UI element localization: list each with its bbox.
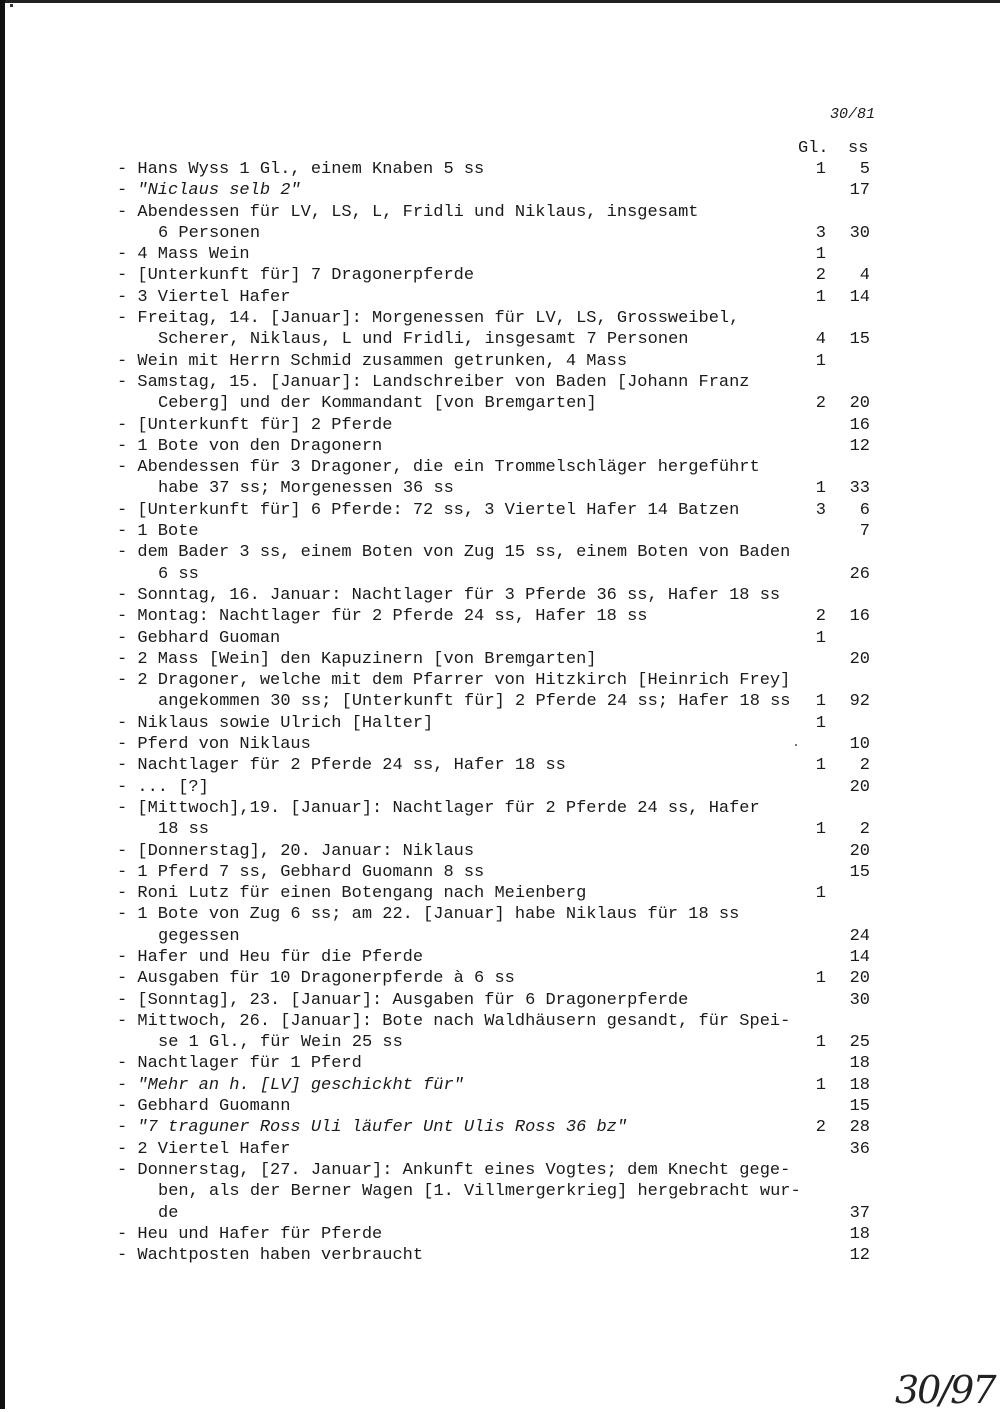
ledger-row: [0, 819, 1000, 840]
entry-schilling: 24: [849, 926, 870, 946]
entry-schilling: 30: [849, 223, 870, 243]
ledger-row: [0, 734, 1000, 755]
entry-gulden: 1: [815, 884, 826, 904]
entry-schilling: 16: [849, 415, 870, 435]
ledger-row: [0, 308, 1000, 329]
page-number: 30/81: [830, 106, 876, 123]
entry-text: - 2 Dragoner, welche mit dem Pfarrer von Hitzkirch [Heinrich Frey]: [117, 671, 791, 691]
ledger-row: [0, 841, 1000, 862]
entry-gulden: 1: [815, 1033, 826, 1053]
entry-text: - [Unterkunft für] 7 Dragonerpferde: [117, 266, 475, 286]
entry-text: - dem Bader 3 ss, einem Boten von Zug 15 ss, einem Boten von Baden: [117, 543, 791, 563]
stray-dot: [795, 744, 797, 746]
ledger-row: [0, 351, 1000, 372]
entry-text: - Nachtlager für 1 Pferd: [117, 1054, 362, 1074]
ledger-row: [0, 883, 1000, 904]
ledger-row: [0, 1075, 1000, 1096]
ledger-row: [0, 1032, 1000, 1053]
entry-text: - 4 Mass Wein: [117, 245, 250, 265]
entry-text: - Mittwoch, 26. [Januar]: Bote nach Waldhäusern gesandt, für Spei-: [117, 1011, 791, 1031]
entry-schilling: 18: [849, 1054, 870, 1074]
entry-text: - 3 Viertel Hafer: [117, 287, 291, 307]
entry-schilling: 16: [849, 607, 870, 627]
ledger-row: [0, 990, 1000, 1011]
entry-text: - [Mittwoch],19. [Januar]: Nachtlager für 2 Pferde 24 ss, Hafer: [117, 798, 760, 818]
entry-text: - [Sonntag], 23. [Januar]: Ausgaben für 6 Dragonerpferde: [117, 990, 689, 1010]
ledger-row: [0, 1117, 1000, 1138]
entry-gulden: 1: [815, 969, 826, 989]
ledger-row: [0, 521, 1000, 542]
entry-text: - [Unterkunft für] 6 Pferde: 72 ss, 3 Viertel Hafer 14 Batzen: [117, 500, 740, 520]
entry-gulden: 1: [815, 820, 826, 840]
entry-gulden: 1: [815, 287, 826, 307]
ledger-row: [0, 202, 1000, 223]
entry-schilling: 18: [849, 1224, 870, 1244]
ledger-row: [0, 415, 1000, 436]
entry-schilling: 12: [849, 1246, 870, 1266]
entry-text: - Freitag, 14. [Januar]: Morgenessen für LV, LS, Grossweibel,: [117, 309, 740, 329]
entry-text: - Niklaus sowie Ulrich [Halter]: [117, 713, 434, 733]
entry-gulden: 1: [815, 160, 826, 179]
ledger-row: [0, 670, 1000, 691]
entry-schilling: 18: [849, 1075, 870, 1095]
entry-schilling: 20: [849, 649, 870, 669]
entry-schilling: 2: [859, 756, 870, 776]
ledger-row: [0, 628, 1000, 649]
entry-text: - Hans Wyss 1 Gl., einem Knaben 5 ss: [117, 160, 485, 179]
entry-text: 6 ss: [158, 564, 199, 584]
ledger-row: [0, 500, 1000, 521]
entry-text: - [Unterkunft für] 2 Pferde: [117, 415, 393, 435]
scan-speck: [10, 4, 13, 7]
ledger-row: [0, 159, 1000, 180]
entry-gulden: 2: [815, 266, 826, 286]
entry-schilling: 30: [849, 990, 870, 1010]
entry-text: - Wein mit Herrn Schmid zusammen getrunken, 4 Mass: [117, 351, 628, 371]
entry-schilling: 14: [849, 947, 870, 967]
entry-schilling: 20: [849, 969, 870, 989]
ledger-row: [0, 947, 1000, 968]
entry-gulden: 1: [815, 351, 826, 371]
entry-gulden: 1: [815, 756, 826, 776]
entry-schilling: 15: [849, 862, 870, 882]
entry-text: Ceberg] und der Kommandant [von Bremgarten]: [158, 394, 597, 414]
entry-text: angekommen 30 ss; [Unterkunft für] 2 Pferde 24 ss; Hafer 18 ss: [158, 692, 791, 712]
ledger-row: [0, 1011, 1000, 1032]
entry-text: - "Mehr an h. [LV] geschickht für": [117, 1075, 464, 1095]
entry-text: - Nachtlager für 2 Pferde 24 ss, Hafer 18 ss: [117, 756, 566, 776]
entry-text: - Roni Lutz für einen Botengang nach Meienberg: [117, 884, 587, 904]
entry-text: - 1 Bote von den Dragonern: [117, 436, 383, 456]
ledger-row: [0, 904, 1000, 925]
entry-text: - ... [?]: [117, 777, 209, 797]
entry-text: gegessen: [158, 926, 240, 946]
entry-text: 18 ss: [158, 820, 210, 840]
entry-text: - "7 traguner Ross Uli läufer Unt Ulis Ross 36 bz": [117, 1118, 628, 1138]
ledger-row: [0, 393, 1000, 414]
ledger-row: [0, 862, 1000, 883]
entry-text: Scherer, Niklaus, L und Fridli, insgesamt 7 Personen: [158, 330, 689, 350]
ledger-row: [0, 755, 1000, 776]
ledger-row: [0, 180, 1000, 201]
entry-schilling: 10: [849, 735, 870, 755]
entry-text: - Abendessen für 3 Dragoner, die ein Trommelschläger hergeführt: [117, 458, 760, 478]
ledger-row: [0, 564, 1000, 585]
column-header-gl: Gl.: [798, 139, 829, 158]
column-header-ss: ss: [848, 139, 869, 158]
entry-schilling: 20: [849, 841, 870, 861]
entry-text: 6 Personen: [158, 223, 261, 243]
entry-text: - Abendessen für LV, LS, L, Fridli und Niklaus, insgesamt: [117, 202, 699, 222]
entry-text: - "Niclaus selb 2": [117, 181, 301, 201]
ledger-row: [0, 798, 1000, 819]
entry-schilling: 5: [859, 160, 870, 179]
entry-text: - Ausgaben für 10 Dragonerpferde à 6 ss: [117, 969, 515, 989]
entry-gulden: 2: [815, 1118, 826, 1138]
entry-schilling: 12: [849, 436, 870, 456]
entry-gulden: 1: [815, 1075, 826, 1095]
ledger-row: [0, 436, 1000, 457]
ledger-row: [0, 777, 1000, 798]
entry-gulden: 1: [815, 713, 826, 733]
ledger-row: [0, 287, 1000, 308]
entry-schilling: 33: [849, 479, 870, 499]
entry-text: - Gebhard Guomann: [117, 1097, 291, 1117]
entry-schilling: 26: [849, 564, 870, 584]
ledger-row: [0, 457, 1000, 478]
entry-schilling: 7: [859, 522, 870, 542]
ledger-row: [0, 1224, 1000, 1245]
entry-text: se 1 Gl., für Wein 25 ss: [158, 1033, 403, 1053]
entry-schilling: 36: [849, 1139, 870, 1159]
ledger-row: [0, 1053, 1000, 1074]
entry-schilling: 25: [849, 1033, 870, 1053]
ledger-row: [0, 478, 1000, 499]
entry-text: habe 37 ss; Morgenessen 36 ss: [158, 479, 454, 499]
entry-text: de: [158, 1203, 179, 1223]
ledger-row: [0, 1203, 1000, 1224]
entry-schilling: 20: [849, 777, 870, 797]
entry-schilling: 2: [859, 820, 870, 840]
entry-gulden: 3: [815, 500, 826, 520]
entry-gulden: 1: [815, 479, 826, 499]
ledger-row: [0, 691, 1000, 712]
entry-schilling: 6: [859, 500, 870, 520]
entry-text: ben, als der Berner Wagen [1. Villmergerkrieg] hergebracht wur-: [158, 1182, 801, 1202]
ledger-row: [0, 244, 1000, 265]
ledger-row: [0, 1160, 1000, 1181]
entry-text: - Samstag, 15. [Januar]: Landschreiber von Baden [Johann Franz: [117, 372, 750, 392]
ledger-row: [0, 585, 1000, 606]
entry-schilling: 17: [849, 181, 870, 201]
entry-text: - [Donnerstag], 20. Januar: Niklaus: [117, 841, 475, 861]
ledger-row: [0, 1096, 1000, 1117]
handwritten-page-number: 30/97: [895, 1368, 995, 1412]
ledger-row: [0, 223, 1000, 244]
scan-top-edge: [0, 0, 1000, 3]
entry-schilling: 14: [849, 287, 870, 307]
entry-schilling: 20: [849, 394, 870, 414]
entry-text: - Gebhard Guoman: [117, 628, 281, 648]
ledger-row: [0, 968, 1000, 989]
ledger-row: [0, 1139, 1000, 1160]
entry-schilling: 15: [849, 1097, 870, 1117]
entry-text: - Sonntag, 16. Januar: Nachtlager für 3 Pferde 36 ss, Hafer 18 ss: [117, 585, 781, 605]
entry-text: - 1 Bote: [117, 522, 199, 542]
entry-gulden: 1: [815, 692, 826, 712]
entry-text: - Pferd von Niklaus: [117, 735, 311, 755]
ledger-entries: [0, 159, 1000, 1266]
ledger-row: [0, 606, 1000, 627]
ledger-row: [0, 1245, 1000, 1266]
entry-schilling: 28: [849, 1118, 870, 1138]
entry-text: - Donnerstag, [27. Januar]: Ankunft eines Vogtes; dem Knecht gege-: [117, 1160, 791, 1180]
ledger-row: [0, 713, 1000, 734]
entry-text: - Heu und Hafer für Pferde: [117, 1224, 383, 1244]
entry-text: - Wachtposten haben verbraucht: [117, 1246, 424, 1266]
ledger-row: [0, 542, 1000, 563]
entry-schilling: 4: [859, 266, 870, 286]
entry-text: - Montag: Nachtlager für 2 Pferde 24 ss, Hafer 18 ss: [117, 607, 648, 627]
entry-gulden: 2: [815, 394, 826, 414]
entry-text: - 1 Pferd 7 ss, Gebhard Guomann 8 ss: [117, 862, 485, 882]
entry-schilling: 92: [849, 692, 870, 712]
ledger-row: [0, 649, 1000, 670]
ledger-row: [0, 372, 1000, 393]
entry-gulden: 2: [815, 607, 826, 627]
entry-gulden: 3: [815, 223, 826, 243]
entry-text: - 1 Bote von Zug 6 ss; am 22. [Januar] habe Niklaus für 18 ss: [117, 905, 740, 925]
ledger-row: [0, 329, 1000, 350]
entry-schilling: 37: [849, 1203, 870, 1223]
entry-gulden: 1: [815, 628, 826, 648]
entry-text: - Hafer und Heu für die Pferde: [117, 947, 424, 967]
ledger-row: [0, 265, 1000, 286]
ledger-row: [0, 926, 1000, 947]
entry-text: - 2 Mass [Wein] den Kapuzinern [von Bremgarten]: [117, 649, 597, 669]
entry-schilling: 15: [849, 330, 870, 350]
entry-text: - 2 Viertel Hafer: [117, 1139, 291, 1159]
ledger-row: [0, 1181, 1000, 1202]
entry-gulden: 1: [815, 245, 826, 265]
entry-gulden: 4: [815, 330, 826, 350]
